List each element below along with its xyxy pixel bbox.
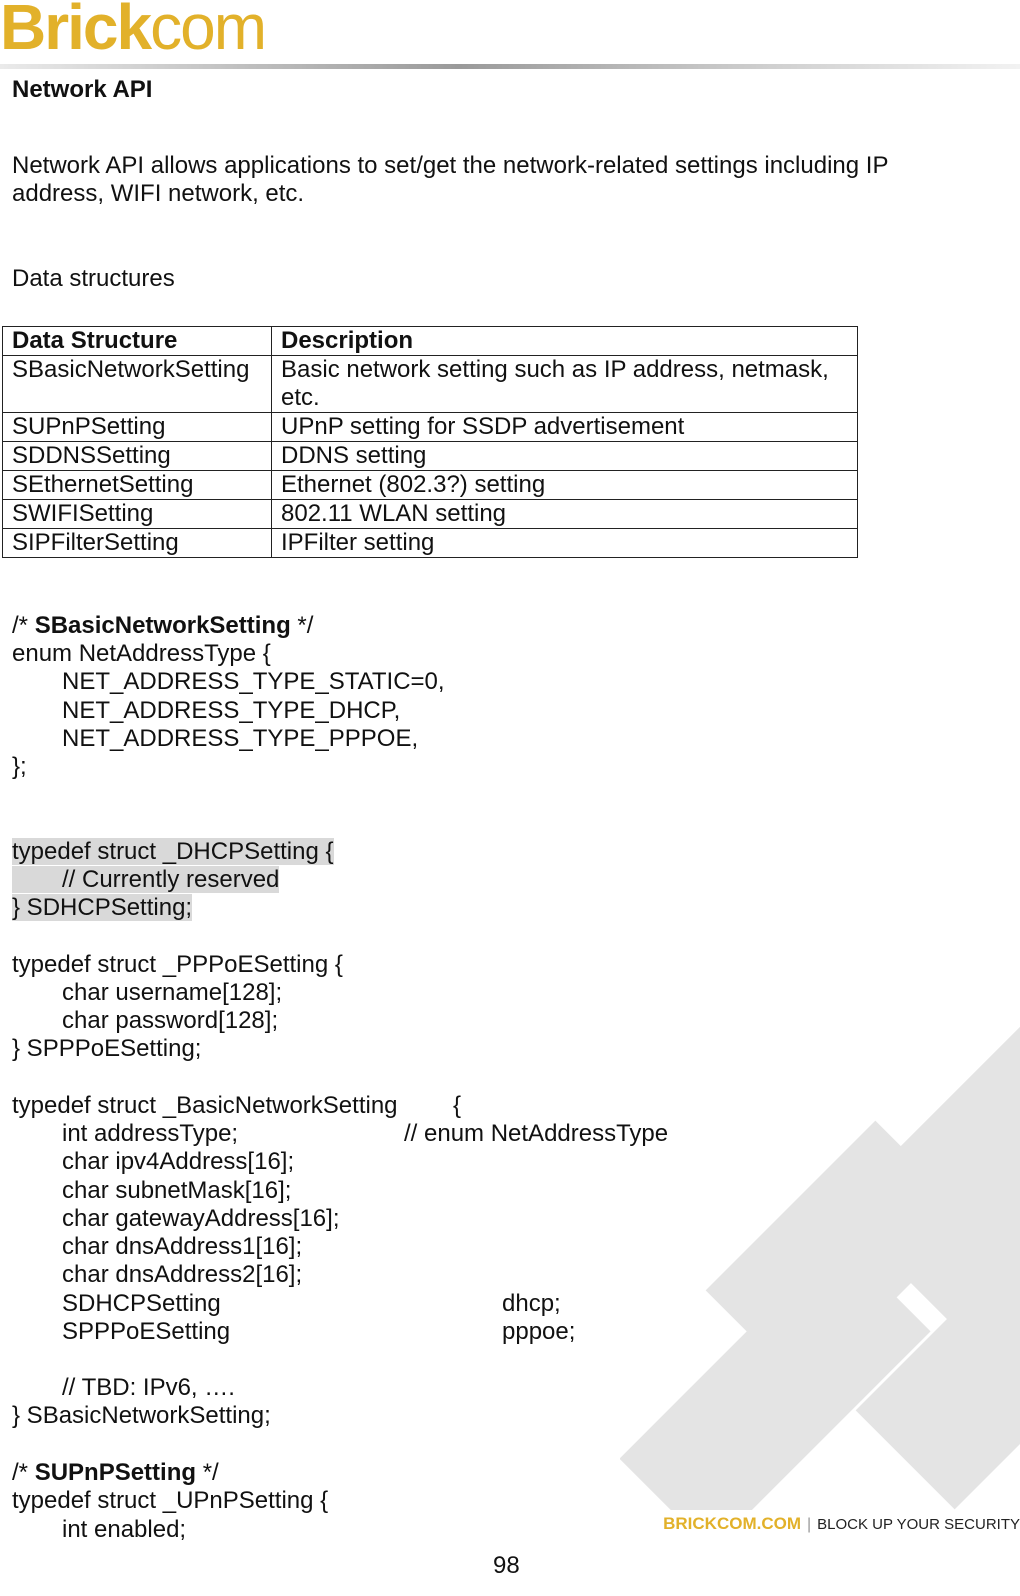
comment-open: /* <box>12 1459 35 1486</box>
brickcom-logo <box>0 0 265 62</box>
code-line: typedef struct _BasicNetworkSetting <box>12 1092 398 1119</box>
table-cell: 802.11 WLAN setting <box>272 500 858 529</box>
table-cell: SUPnPSetting <box>3 413 272 442</box>
table-cell: SBasicNetworkSetting <box>3 356 272 413</box>
comment-close: */ <box>196 1459 219 1486</box>
table-cell: Ethernet (802.3?) setting <box>272 471 858 500</box>
code-line: NET_ADDRESS_TYPE_STATIC=0, <box>62 668 445 695</box>
code-line: char dnsAddress2[16]; <box>62 1261 303 1288</box>
code-line: SDHCPSetting <box>62 1290 221 1317</box>
data-structures-table <box>2 326 858 558</box>
footer-separator: | <box>807 1516 812 1533</box>
code-line: NET_ADDRESS_TYPE_PPPOE, <box>62 725 419 752</box>
comment-open: /* <box>12 612 35 639</box>
code-line: char gatewayAddress[16]; <box>62 1205 340 1232</box>
footer-tagline: BLOCK UP YOUR SECURITY <box>817 1516 1020 1533</box>
logo-com: com <box>150 0 265 63</box>
intro-line-1: Network API allows applications to set/get the network-related settings including IP <box>12 152 889 179</box>
data-structures-heading: Data structures <box>12 265 175 292</box>
comment-name: SUPnPSetting <box>34 1459 197 1486</box>
code-brace: { <box>453 1092 462 1119</box>
code-line: int addressType; <box>62 1120 239 1147</box>
table-header-row <box>3 327 858 356</box>
column-header: Data Structure <box>3 327 272 356</box>
comment-supnpsetting <box>12 1459 219 1487</box>
table-cell: SDDNSSetting <box>3 442 272 471</box>
table-cell: Basic network setting such as IP address, netmask, etc. <box>272 356 858 413</box>
table-row <box>3 356 858 413</box>
page-title: Network API <box>12 76 153 103</box>
table-row <box>3 413 858 442</box>
table-row <box>3 471 858 500</box>
logo-brick: Brick <box>0 0 151 63</box>
code-line: int enabled; <box>62 1516 187 1543</box>
code-line-highlighted <box>12 894 192 922</box>
code-field-name: dhcp; <box>502 1290 561 1317</box>
code-line: } SBasicNetworkSetting; <box>12 1402 271 1429</box>
comment-sbasicnetworksetting <box>12 612 313 640</box>
column-header: Description <box>272 327 858 356</box>
code-line: char dnsAddress1[16]; <box>62 1233 303 1260</box>
code-line: enum NetAddressType { <box>12 640 271 667</box>
code-line: }; <box>12 753 27 780</box>
comment-name: SBasicNetworkSetting <box>34 612 291 639</box>
footer-site: BRICKCOM.COM <box>663 1514 801 1533</box>
code-line: typedef struct _UPnPSetting { <box>12 1487 329 1514</box>
code-line: NET_ADDRESS_TYPE_DHCP, <box>62 697 401 724</box>
code-line: } SPPPoESetting; <box>12 1035 202 1062</box>
code-line: char username[128]; <box>62 979 283 1006</box>
code-line: char subnetMask[16]; <box>62 1177 292 1204</box>
table-cell: SEthernetSetting <box>3 471 272 500</box>
table-cell: SWIFISetting <box>3 500 272 529</box>
code-line-highlighted <box>12 866 279 894</box>
code-line: char password[128]; <box>62 1007 279 1034</box>
intro-line-2: address, WIFI network, etc. <box>12 180 305 207</box>
table-cell: UPnP setting for SSDP advertisement <box>272 413 858 442</box>
highlighted-text: // Currently reserved <box>12 866 279 893</box>
code-line: typedef struct _PPPoESetting { <box>12 951 343 978</box>
highlighted-text: } SDHCPSetting; <box>12 894 193 921</box>
table-row <box>3 500 858 529</box>
highlighted-text: typedef struct _DHCPSetting { <box>12 838 334 865</box>
code-line: // TBD: IPv6, …. <box>62 1374 235 1401</box>
code-line: char ipv4Address[16]; <box>62 1148 295 1175</box>
table-cell: DDNS setting <box>272 442 858 471</box>
code-line: SPPPoESetting <box>62 1318 231 1345</box>
table-row <box>3 529 858 558</box>
code-field-name: pppoe; <box>502 1318 576 1345</box>
table-cell: IPFilter setting <box>272 529 858 558</box>
code-line-highlighted <box>12 838 334 866</box>
brick-watermark <box>620 990 1020 1510</box>
comment-close: */ <box>290 612 314 639</box>
header-divider <box>0 64 1020 69</box>
code-comment: // enum NetAddressType <box>404 1120 669 1147</box>
footer-brand <box>663 1514 1020 1534</box>
table-row <box>3 442 858 471</box>
table-cell: SIPFilterSetting <box>3 529 272 558</box>
page-number: 98 <box>493 1552 520 1579</box>
